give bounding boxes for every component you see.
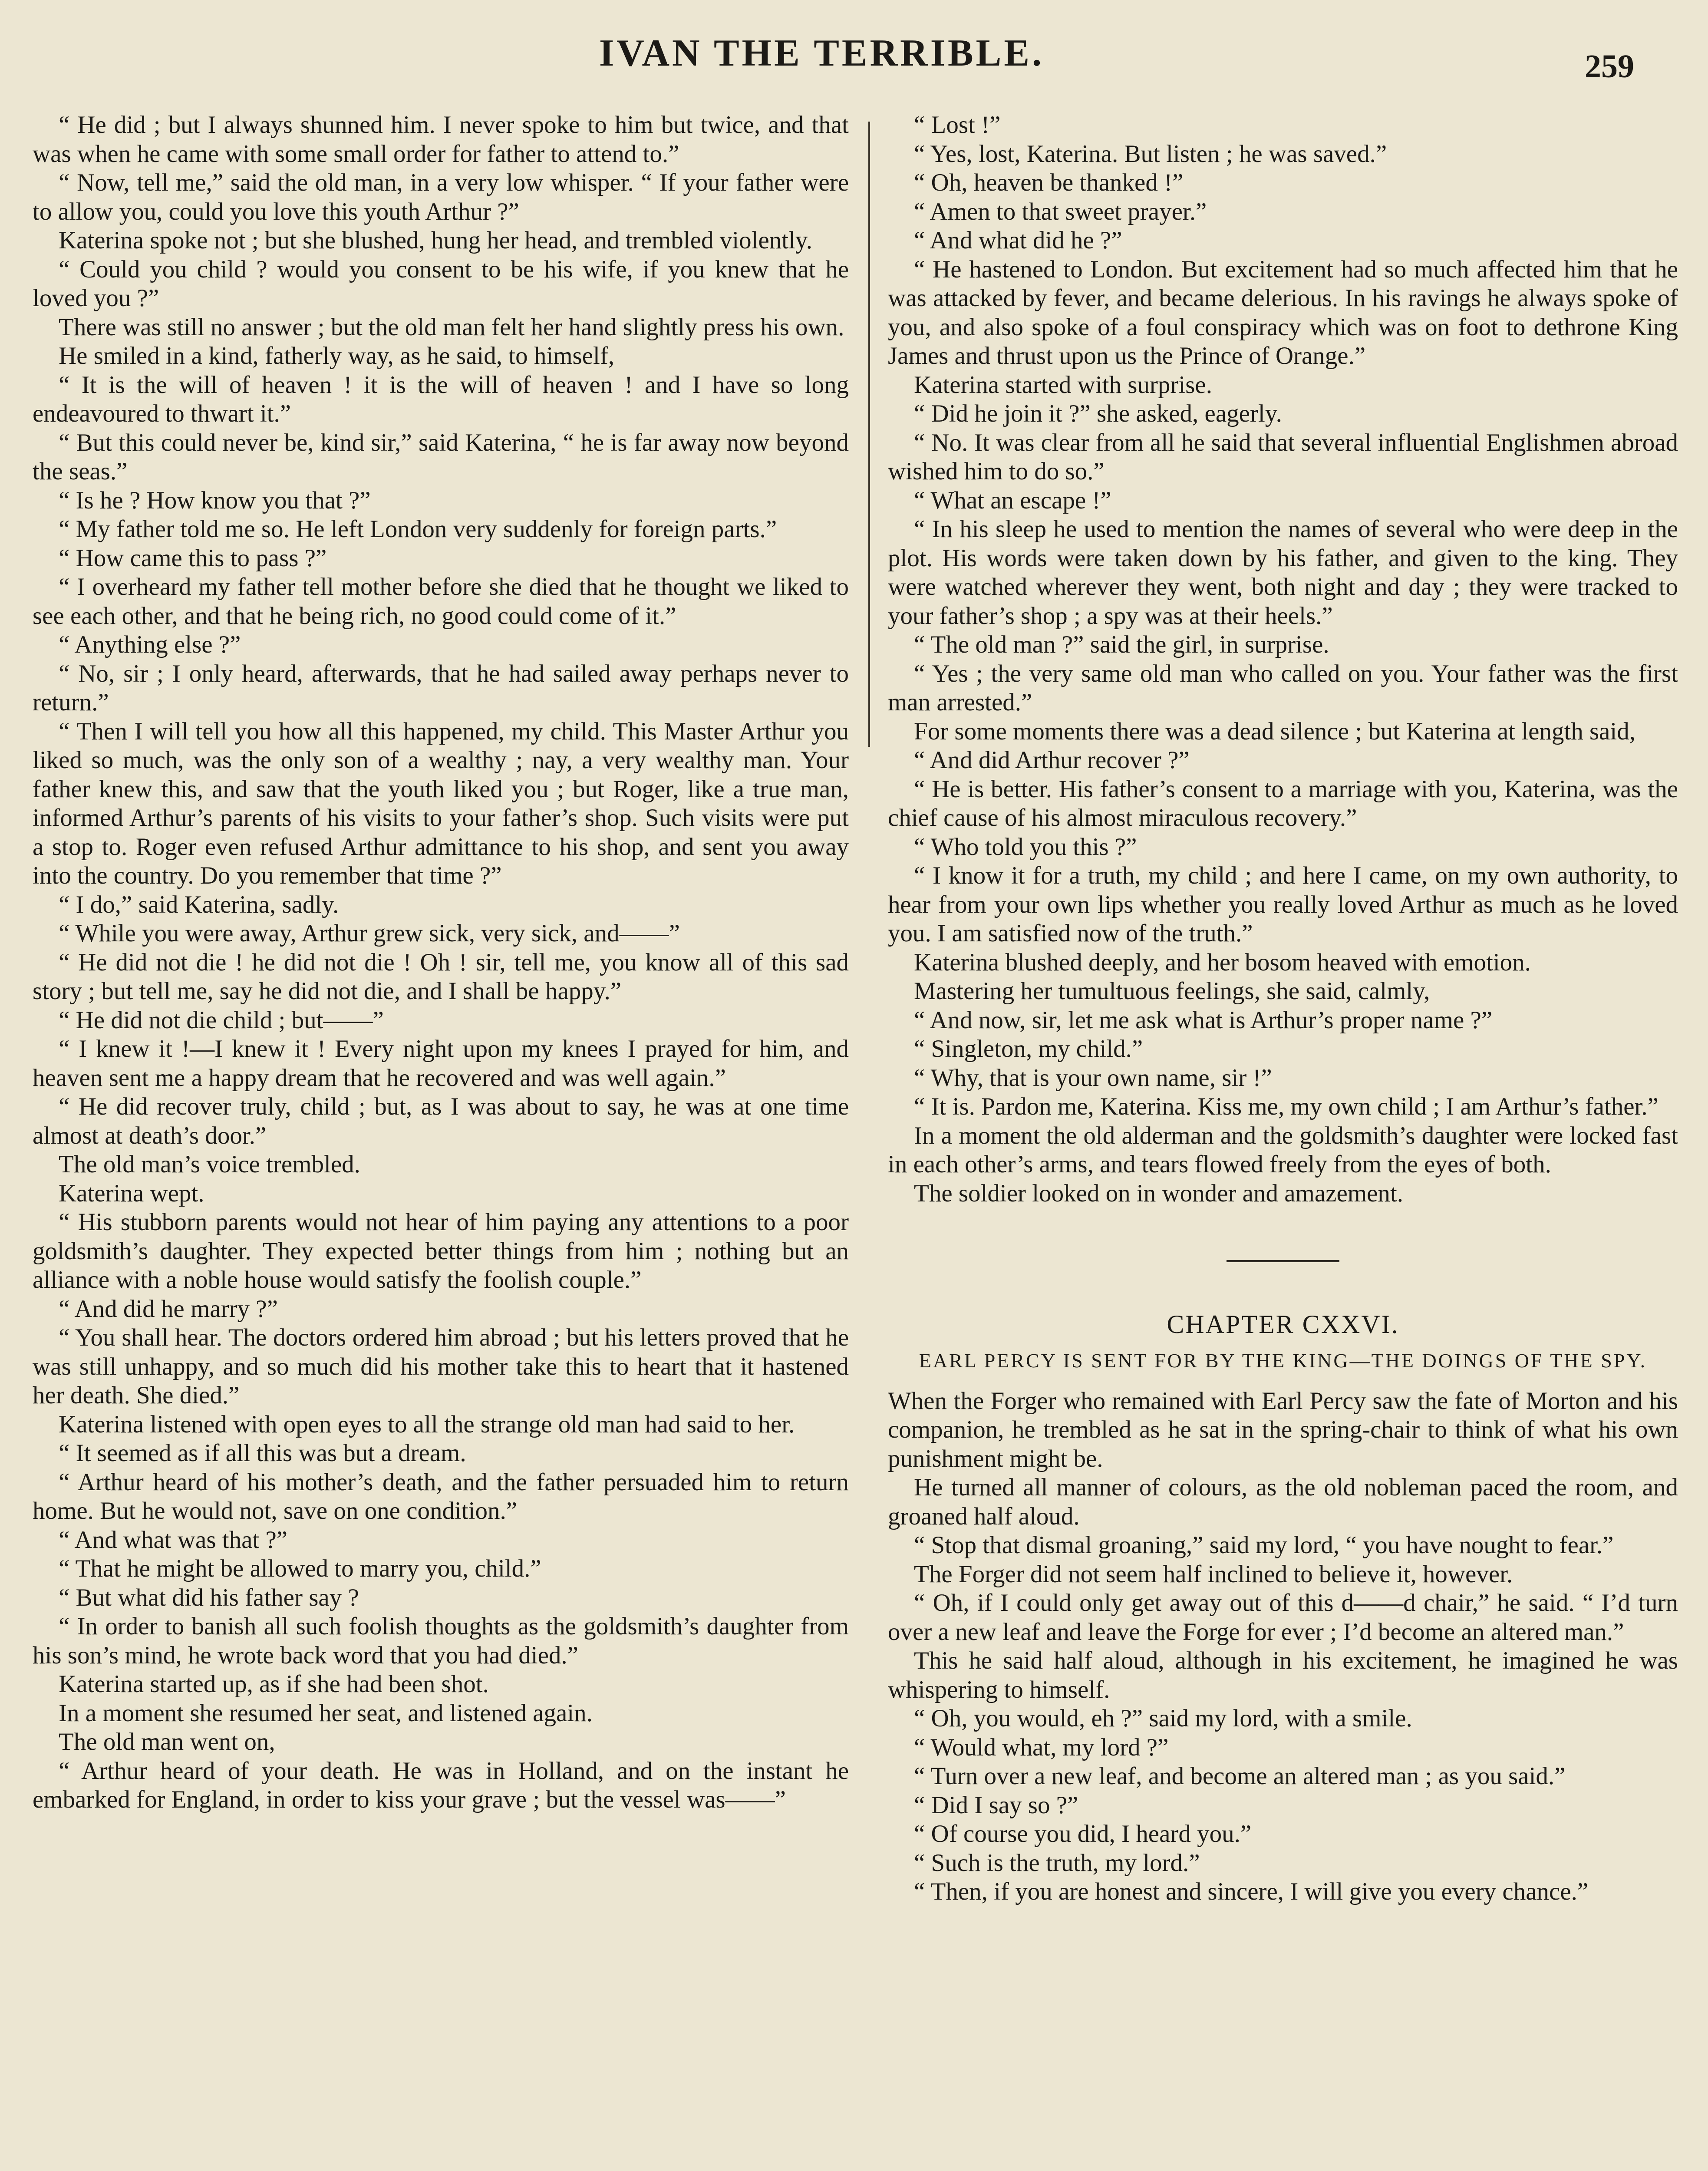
- paragraph: “ Such is the truth, my lord.”: [914, 1849, 1200, 1877]
- paragraph: “ The old man ?” said the girl, in surprise.: [914, 631, 1329, 658]
- paragraph: “ And did he marry ?”: [59, 1295, 278, 1323]
- paragraph: “ He did ; but I always shunned him. I never spoke to him but twice, and that was when he came with some small order for father to attend to.”: [33, 111, 849, 168]
- paragraph: “ And now, sir, let me ask what is Arthur’s proper name ?”: [914, 1006, 1493, 1034]
- paragraph: “ Yes, lost, Katerina. But listen ; he was saved.”: [914, 140, 1387, 168]
- right-column: [888, 111, 1678, 1907]
- paragraph: “ And did Arthur recover ?”: [914, 746, 1190, 774]
- paragraph: In a moment the old alderman and the goldsmith’s daughter were locked fast in each other’s arms, and tears flowed freely from the eyes of both.: [888, 1122, 1678, 1178]
- section-divider: [1227, 1260, 1339, 1262]
- paragraph: “ That he might be allowed to marry you, child.”: [59, 1555, 541, 1582]
- paragraph: “ Is he ? How know you that ?”: [59, 486, 371, 514]
- paragraph: “ Lost !”: [914, 111, 1001, 139]
- paragraph: The Forger did not seem half inclined to believe it, however.: [914, 1560, 1513, 1588]
- paragraph: “ Stop that dismal groaning,” said my lord, “ you have nought to fear.”: [914, 1531, 1614, 1559]
- paragraph: Katerina blushed deeply, and her bosom heaved with emotion.: [914, 948, 1531, 976]
- paragraph: “ Oh, you would, eh ?” said my lord, with a smile.: [914, 1705, 1412, 1732]
- paragraph: “ Anything else ?”: [59, 631, 241, 658]
- paragraph: “ But this could never be, kind sir,” said Katerina, “ he is far away now beyond the seas.”: [33, 429, 849, 485]
- paragraph: Katerina started with surprise.: [914, 371, 1212, 399]
- paragraph: Katerina started up, as if she had been shot.: [59, 1670, 489, 1698]
- paragraph: This he said half aloud, although in his excitement, he imagined he was whispering to himself.: [888, 1647, 1678, 1703]
- paragraph: “ In his sleep he used to mention the names of several who were deep in the plot. His words were taken down by his father, and given to the king. They were watched wherever they went, both night and day ; they were tracked to your father’s shop ; a spy was at their heels.”: [888, 515, 1678, 630]
- paragraph: “ Would what, my lord ?”: [914, 1733, 1169, 1761]
- paragraph: “ You shall hear. The doctors ordered him abroad ; but his letters proved that he was still unhappy, and so much did his mother take this to heart that it hastened her death. She died.”: [33, 1324, 849, 1409]
- running-head: IVAN THE TERRIBLE.: [599, 32, 1045, 74]
- paragraph: “ While you were away, Arthur grew sick, very sick, and——”: [59, 920, 680, 947]
- right-column-top: [888, 111, 1678, 1208]
- paragraph: “ He did recover truly, child ; but, as I was about to say, he was at one time almost at death’s door.”: [33, 1093, 849, 1149]
- paragraph: “ Oh, heaven be thanked !”: [914, 169, 1184, 196]
- paragraph: The soldier looked on in wonder and amazement.: [914, 1179, 1403, 1207]
- paragraph: “ Arthur heard of your death. He was in Holland, and on the instant he embarked for England, in order to kiss your grave ; but the vessel was——”: [33, 1757, 849, 1813]
- paragraph: “ He did not die ! he did not die ! Oh ! sir, tell me, you know all of this sad story ; but tell me, say he did not die, and I shall be happy.”: [33, 948, 849, 1005]
- paragraph: “ Arthur heard of his mother’s death, and the father persuaded him to return home. But he would not, save on one condition.”: [33, 1468, 849, 1524]
- paragraph: “ It is the will of heaven ! it is the will of heaven ! and I have so long endeavoured to thwart it.”: [33, 371, 849, 427]
- paragraph: “ He is better. His father’s consent to a marriage with you, Katerina, was the chief cause of his almost miraculous recovery.”: [888, 775, 1678, 831]
- paragraph: “ But what did his father say ?: [59, 1584, 359, 1611]
- paragraph: In a moment she resumed her seat, and listened again.: [59, 1699, 593, 1727]
- paragraph: For some moments there was a dead silence ; but Katerina at length said,: [914, 717, 1636, 745]
- paragraph: “ Did he join it ?” she asked, eagerly.: [914, 400, 1282, 427]
- paragraph: “ Then I will tell you how all this happened, my child. This Master Arthur you liked so much, was the only son of a wealthy ; nay, a very wealthy man. Your father knew this, and saw that the youth liked you ; but Roger, like a true man, informed Arthur’s parents of his visits to your father’s shop. Such visits were put a stop to. Roger even refused Arthur admittance to his shop, and sent you away into the country. Do you remember that time ?”: [33, 717, 849, 889]
- paragraph: “ Why, that is your own name, sir !”: [914, 1064, 1272, 1092]
- paragraph: Katerina listened with open eyes to all the strange old man had said to her.: [59, 1410, 795, 1438]
- paragraph: “ He hastened to London. But excitement had so much affected him that he was attacked by fever, and became delerious. In his ravings he always spoke of you, and also spoke of a foul conspiracy which was on foot to dethrone King James and thrust upon us the Prince of Orange.”: [888, 255, 1678, 370]
- column-divider: [868, 122, 870, 747]
- paragraph: “ And what was that ?”: [59, 1526, 288, 1554]
- paragraph: “ It seemed as if all this was but a dream.: [59, 1439, 466, 1467]
- paragraph: “ In order to banish all such foolish thoughts as the goldsmith’s daughter from his son’s mind, he wrote back word that you had died.”: [33, 1613, 849, 1669]
- paragraph: He turned all manner of colours, as the old nobleman paced the room, and groaned half aloud.: [888, 1474, 1678, 1530]
- paragraph: “ Then, if you are honest and sincere, I will give you every chance.”: [914, 1878, 1589, 1905]
- paragraph: “ It is. Pardon me, Katerina. Kiss me, my own child ; I am Arthur’s father.”: [914, 1093, 1659, 1120]
- paragraph: When the Forger who remained with Earl Percy saw the fate of Morton and his companion, he trembled as he sat in the spring-chair to think of what his own punishment might be.: [888, 1387, 1678, 1472]
- paragraph: “ What an escape !”: [914, 486, 1111, 514]
- page-number: 259: [1585, 48, 1634, 85]
- paragraph: “ And what did he ?”: [914, 227, 1122, 254]
- paragraph: “ How came this to pass ?”: [59, 544, 327, 572]
- chapter-heading: CHAPTER CXXVI.: [1167, 1310, 1399, 1339]
- left-column: [33, 111, 849, 1815]
- paragraph: There was still no answer ; but the old man felt her hand slightly press his own.: [59, 313, 844, 341]
- paragraph: “ Of course you did, I heard you.”: [914, 1820, 1252, 1848]
- paragraph: “ My father told me so. He left London very suddenly for foreign parts.”: [59, 515, 777, 543]
- paragraph: “ Did I say so ?”: [914, 1791, 1078, 1819]
- right-column-bottom: [888, 1387, 1678, 1907]
- paragraph: Katerina spoke not ; but she blushed, hung her head, and trembled violently.: [59, 227, 812, 254]
- paragraph: “ I know it for a truth, my child ; and here I came, on my own authority, to hear from your own lips whether you really loved Arthur as much as he loved you. I am satisfied now of the truth.”: [888, 862, 1678, 947]
- paragraph: “ Could you child ? would you consent to be his wife, if you knew that he loved you ?”: [33, 255, 849, 312]
- paragraph: “ I do,” said Katerina, sadly.: [59, 891, 339, 918]
- paragraph: “ His stubborn parents would not hear of him paying any attentions to a poor goldsmith’s daughter. They expected better things from him ; nothing but an alliance with a noble house would satisfy the foolish couple.”: [33, 1208, 849, 1293]
- paragraph: “ Amen to that sweet prayer.”: [914, 198, 1207, 225]
- paragraph: “ Yes ; the very same old man who called on you. Your father was the first man arrested.”: [888, 660, 1678, 716]
- paragraph: Katerina wept.: [59, 1179, 204, 1207]
- paragraph: “ No, sir ; I only heard, afterwards, that he had sailed away perhaps never to return.”: [33, 660, 849, 716]
- paragraph: “ I overheard my father tell mother before she died that he thought we liked to see each other, and that he being rich, no good could come of it.”: [33, 573, 849, 630]
- paragraph: “ Now, tell me,” said the old man, in a very low whisper. “ If your father were to allow you, could you love this youth Arthur ?”: [33, 169, 849, 225]
- paragraph: The old man’s voice trembled.: [59, 1151, 360, 1178]
- paragraph: “ I knew it !—I knew it ! Every night upon my knees I prayed for him, and heaven sent me a happy dream that he recovered and was well again.”: [33, 1035, 849, 1092]
- paragraph: The old man went on,: [59, 1728, 275, 1755]
- paragraph: “ Who told you this ?”: [914, 833, 1137, 861]
- chapter-subtitle: EARL PERCY IS SENT FOR BY THE KING—THE DOINGS OF THE SPY.: [919, 1349, 1647, 1372]
- paragraph: “ No. It was clear from all he said that several influential Englishmen abroad wished him to do so.”: [888, 429, 1678, 485]
- paragraph: “ Singleton, my child.”: [914, 1035, 1143, 1062]
- paragraph: “ Turn over a new leaf, and become an altered man ; as you said.”: [914, 1762, 1566, 1790]
- paragraph: “ He did not die child ; but——”: [59, 1006, 384, 1034]
- paragraph: “ Oh, if I could only get away out of this d——d chair,” he said. “ I’d turn over a new leaf and leave the Forge for ever ; I’d become an altered man.”: [888, 1589, 1678, 1646]
- paragraph: Mastering her tumultuous feelings, she said, calmly,: [914, 977, 1430, 1005]
- paragraph: He smiled in a kind, fatherly way, as he said, to himself,: [59, 342, 615, 370]
